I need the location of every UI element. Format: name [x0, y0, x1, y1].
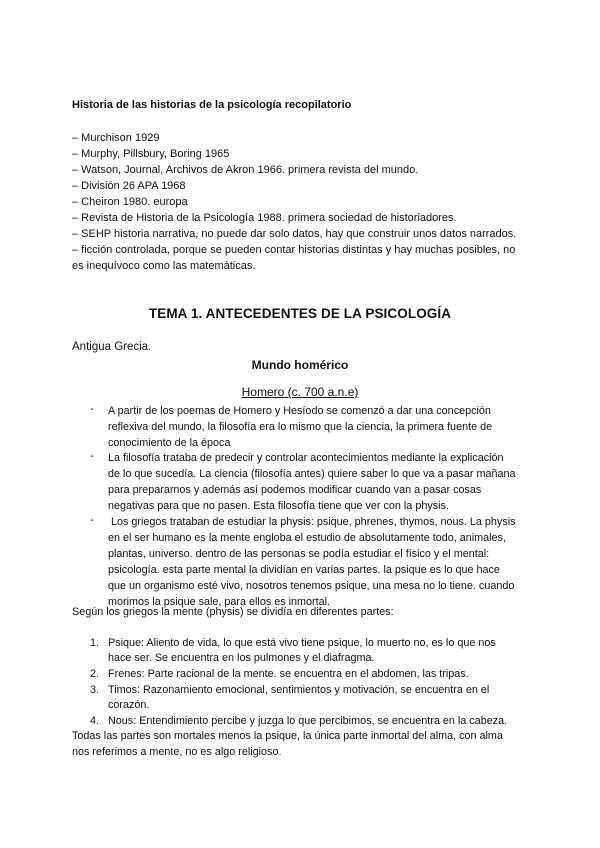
bullet-line: psicología. esta parte mental la dividían en varias partes. la psique es lo que hace: [108, 564, 500, 576]
history-list-item: – ficción controlada, porque se pueden contar historias distintas y hay muchas posibles, no: [72, 244, 516, 256]
bullet-line: conocimiento de la época: [108, 437, 231, 449]
section-heading: Mundo homérico: [251, 358, 349, 372]
bullet-line: en el ser humano es la mente engloba el estudio de absolutamente todo, animales,: [108, 532, 506, 544]
part-line: hace ser. Se encuentra en los pulmones y el diafragma.: [108, 652, 375, 664]
subsection-heading: Homero (c. 700 a.n.e): [241, 385, 359, 399]
part-line: Nous: Entendimiento percibe y juzga lo que percibimos, se encuentra en la cabeza.: [108, 715, 508, 727]
part-line: Frenes: Parte racional de la mente. se encuentra en el abdomen, las tripas.: [108, 668, 469, 680]
parts-intro: Según los griegos la mente (physis) se dividía en diferentes partes:: [72, 606, 394, 618]
closing-line: nos referimos a mente, no es algo religioso.: [72, 746, 282, 758]
history-list-item: – SEHP historia narrativa, no puede dar solo datos, hay que construir unos datos narrados.: [72, 228, 517, 240]
document-title: Historia de las historias de la psicología recopilatorio: [72, 99, 352, 111]
history-list-item: es inequívoco como las matemáticas.: [72, 260, 256, 272]
part-line: Timos: Razonamiento emocional, sentimientos y motivación, se encuentra en el: [108, 684, 490, 696]
bullet-line: que un organismo esté vivo, nosotros tenemos psique, una mesa no lo tiene. cuando: [108, 580, 515, 592]
part-line: corazón.: [108, 699, 150, 711]
history-list-item: – Murchison 1929: [72, 132, 160, 144]
bullet-marker: -: [90, 450, 94, 462]
bullet-line: Los griegos trataban de estudiar la physis: psique, phrenes, thymos, nous. La physis: [108, 516, 516, 528]
history-list-item: – División 26 APA 1968: [72, 180, 186, 192]
history-list-item: – Murphy, Pillsbury, Boring 1965: [72, 148, 230, 160]
part-number: 1.: [90, 637, 100, 649]
bullet-line: A partir de los poemas de Homero y Hesíodo se comenzó a dar una concepción: [108, 405, 491, 417]
bullet-line: de lo que sucedía. La ciencia (filosofía antes) quiere saber lo que va a pasar mañana: [108, 468, 516, 480]
part-line: Psique: Aliento de vida, lo que está vivo tiene psique, lo muerto no, es lo que nos: [108, 637, 496, 649]
part-number: 3.: [90, 684, 100, 696]
history-list-item: – Revista de Historia de la Psicología 1988. primera sociedad de historiadores.: [72, 212, 457, 224]
history-list-item: – Cheiron 1980. europa: [72, 196, 188, 208]
bullet-line: negativas para que no pasen. Esta filosofía tiene que ver con la physis.: [108, 500, 449, 512]
part-number: 2.: [90, 668, 100, 680]
period-label: Antigua Grecia.: [72, 341, 152, 353]
history-list-item: – Watson, Journal, Archivos de Akron 1966. primera revista del mundo.: [72, 164, 419, 176]
tema-heading: TEMA 1. ANTECEDENTES DE LA PSICOLOGÍA: [148, 306, 452, 321]
bullet-line: morimos la psique sale, para ellos es inmortal.: [108, 596, 331, 608]
bullet-line: reflexiva del mundo, la filosofía era lo mismo que la ciencia, la primera fuente de: [108, 421, 493, 433]
bullet-line: para prepararnos y además así podemos modificar cuando van a pasar cosas: [108, 484, 482, 496]
bullet-marker: -: [90, 514, 94, 526]
closing-line: Todas las partes son mortales menos la psique, la única parte inmortal del alma, con alma: [72, 730, 503, 742]
bullet-line: La filosofía trataba de predecir y controlar acontecimientos mediante la explicación: [108, 452, 504, 464]
part-number: 4.: [90, 715, 100, 727]
bullet-marker: -: [90, 403, 94, 415]
bullet-line: plantas, universo. dentro de las personas se podía estudiar el físico y el mental:: [108, 548, 490, 560]
